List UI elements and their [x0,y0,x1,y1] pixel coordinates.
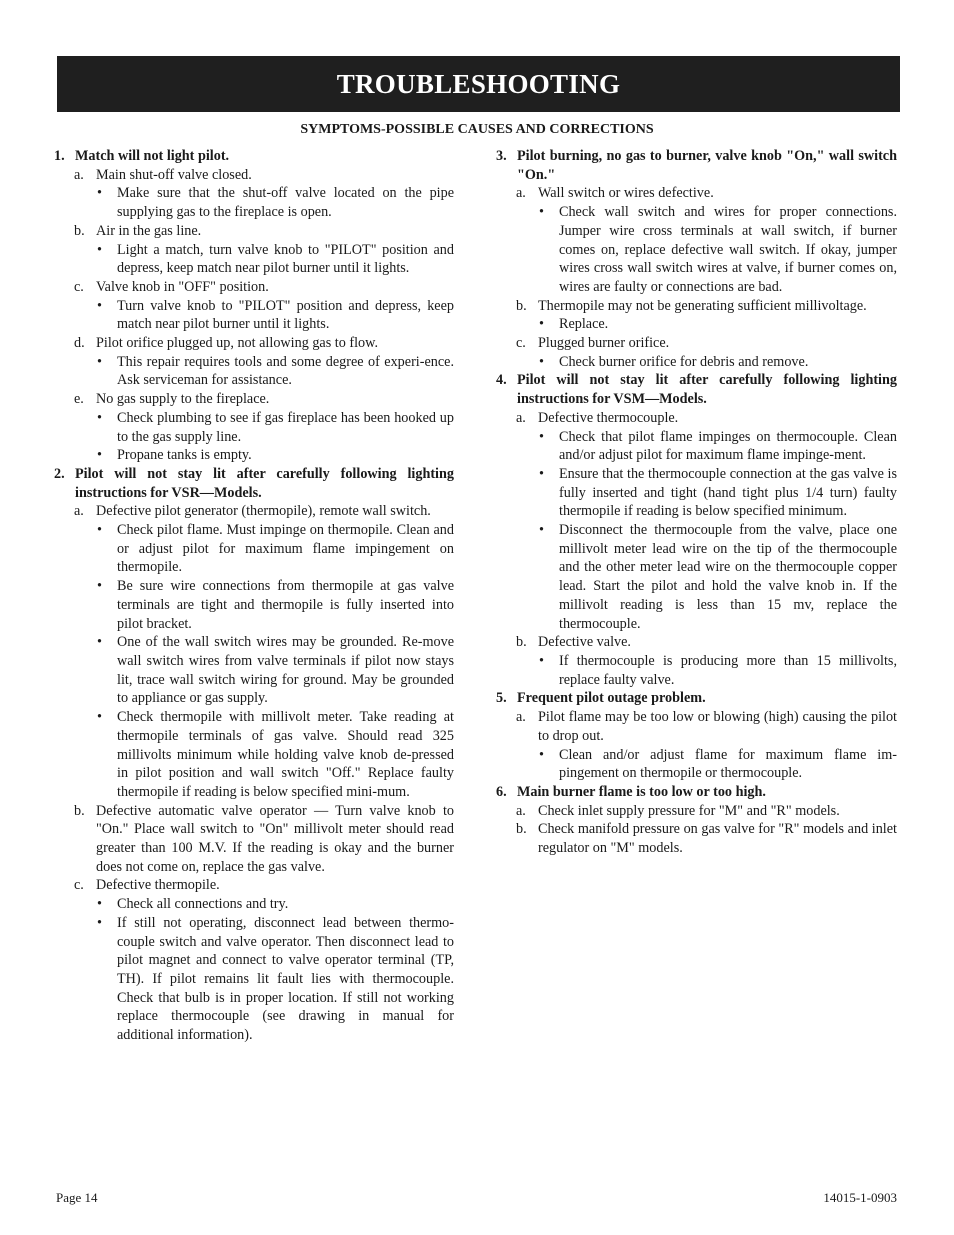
bullet-text: Check that pilot flame impinges on thermocouple. Clean and/or adjust pilot for maximum flame impinge-ment. [559,428,897,464]
item-letter: b. [74,802,85,819]
item-letter: d. [74,335,85,352]
bullet-dot-icon: • [539,465,544,482]
cause-item [496,820,897,857]
item-letter: a. [516,409,526,426]
correction-bullet [54,708,454,802]
correction-bullet [54,895,454,914]
item-letter: e. [74,391,84,408]
bullet-text: If still not operating, disconnect lead between thermo-couple switch and valve operator. Then disconnect lead to pilot magnet and connect to valve operator terminal (TP, TH). If pilot remains lit fault lies with thermocouple. Check that bulb is in proper location. If still not working replace thermocouple (see drawing in manual for additional information). [117,914,454,1044]
correction-bullet [496,746,897,783]
correction-bullet [54,353,454,390]
item-letter: a. [516,185,526,202]
bullet-text: Disconnect the thermocouple from the valve, place one millivolt meter lead wire on the tip of the thermocouple and the other meter lead wire on the thermocouple copper lead. Start the pilot and hold the valve knob in. If the millivolt reading is less than 15 mv, replace the thermocouple. [559,522,897,632]
item-text: Defective thermocouple. [538,409,679,426]
item-text: Plugged burner orifice. [538,335,670,352]
section-number: 4. [496,372,507,389]
bullet-text: One of the wall switch wires may be grounded. Re-move wall switch wires from valve terminals if pilot now stays lit, trace wall switch wiring for ground. May be grounded to appliance or gas supply. [117,634,454,707]
bullet-dot-icon: • [539,204,544,221]
cause-item [54,222,454,241]
section-title: Frequent pilot outage problem. [517,690,706,707]
bullet-text: Check thermopile with millivolt meter. Take reading at thermopile terminals of gas valve. Should read 325 millivolts minimum while holding valve knob de-pressed in pilot position and wall switch "Off." Replace faulty thermopile if reading is below specified mini-mum. [117,709,454,800]
cause-item [496,802,897,821]
item-text: Valve knob in "OFF" position. [96,278,269,295]
item-text: Defective pilot generator (thermopile), remote wall switch. [96,503,431,520]
cause-item [496,184,897,203]
correction-bullet [54,241,454,278]
bullet-dot-icon: • [97,896,102,913]
section-number: 3. [496,148,507,164]
bullet-text: Make sure that the shut-off valve located on the pipe supplying gas to the fireplace is open. [117,185,454,221]
correction-bullet [54,297,454,334]
section-heading [54,465,454,502]
section-heading [496,371,897,408]
bullet-dot-icon: • [97,241,102,258]
bullet-text: Check pilot flame. Must impinge on thermopile. Clean and or adjust pilot for maximum flame impingement on thermopile. [117,522,454,576]
bullet-dot-icon: • [97,447,102,464]
bullet-text: Check wall switch and wires for proper connections. Jumper wire cross terminals at wall switch, if burner comes on, replace defective wall switch. If okay, jumper wires cross wall switch wires at valve, if burner comes on, wires are faulty or connections are bad. [559,204,897,295]
correction-bullet [496,465,897,521]
title-banner [57,56,900,112]
bullet-dot-icon: • [539,522,544,539]
bullet-dot-icon: • [97,185,102,202]
bullet-text: Check plumbing to see if gas fireplace has been hooked up to the gas supply line. [117,409,454,445]
correction-bullet [54,409,454,446]
bullet-text: This repair requires tools and some degree of experi-ence. Ask serviceman for assistance. [117,353,454,389]
bullet-dot-icon: • [97,297,102,314]
cause-item [54,802,454,877]
correction-bullet [54,521,454,577]
right-column [496,147,897,858]
bullet-dot-icon: • [97,522,102,539]
item-letter: c. [74,278,84,295]
item-letter: b. [516,821,527,838]
bullet-text: Light a match, turn valve knob to "PILOT" position and depress, keep match near pilot burner until it lights. [117,241,454,277]
cause-item [54,390,454,409]
item-letter: c. [74,877,84,894]
item-text: Thermopile may not be generating sufficient millivoltage. [538,297,867,314]
page-number: Page 14 [56,1190,98,1205]
section-heading [496,689,897,708]
item-text: Check inlet supply pressure for "M" and "R" models. [538,802,840,819]
correction-bullet [54,633,454,708]
item-text: Pilot orifice plugged up, not allowing gas to flow. [96,335,379,352]
bullet-dot-icon: • [97,409,102,426]
section-title: Match will not light pilot. [75,148,230,164]
section-title: Pilot will not stay lit after carefully following lighting instructions for VSM—Models. [517,372,897,408]
section-title: Pilot will not stay lit after carefully following lighting instructions for VSR—Models. [75,465,454,501]
section-title: Pilot burning, no gas to burner, valve knob "On," wall switch "On." [517,148,897,183]
bullet-text: Ensure that the thermocouple connection at the gas valve is fully inserted and tight (hand tight plus 1/4 turn) faulty thermopile if reading is below specified minimum. [559,465,897,520]
item-letter: a. [74,503,84,520]
bullet-dot-icon: • [539,316,544,333]
correction-bullet [54,914,454,1045]
section-subtitle: SYMPTOMS-POSSIBLE CAUSES AND CORRECTIONS [300,122,654,137]
section-number: 5. [496,690,507,707]
item-text: Air in the gas line. [96,222,202,239]
item-text: No gas supply to the fireplace. [96,391,270,408]
correction-bullet [496,652,897,689]
bullet-dot-icon: • [97,709,102,726]
correction-bullet [496,203,897,297]
section-number: 1. [54,148,65,164]
item-letter: a. [74,166,84,183]
item-letter: a. [516,709,526,726]
bullet-text: Propane tanks is empty. [117,447,252,464]
item-text: Pilot flame may be too low or blowing (high) causing the pilot to drop out. [538,709,897,744]
bullet-text: If thermocouple is producing more than 15 millivolts, replace faulty valve. [559,652,897,688]
item-letter: b. [516,297,527,314]
item-text: Defective automatic valve operator — Turn valve knob to "On." Place wall switch to "On" millivolt meter should read greater than 100 M.V. If the reading is okay and the burner does not come on, replace the gas valve. [96,802,454,875]
section-heading [54,147,454,166]
section-number: 6. [496,783,507,800]
item-letter: c. [516,335,526,352]
cause-item [496,708,897,745]
cause-item [54,278,454,297]
bullet-dot-icon: • [539,428,544,445]
item-text: Defective valve. [538,634,631,651]
cause-item [54,166,454,185]
bullet-text: Be sure wire connections from thermopile at gas valve terminals are tight and thermopile is fully inserted into pilot bracket. [117,578,454,632]
bullet-text: Clean and/or adjust flame for maximum flame im-pingement on thermopile or thermocouple. [559,746,897,782]
item-letter: b. [516,634,527,651]
cause-item [496,297,897,316]
item-text: Main shut-off valve closed. [96,166,252,183]
document-number: 14015-1-0903 [823,1190,897,1205]
correction-bullet [496,428,897,465]
cause-item [496,334,897,353]
item-text: Wall switch or wires defective. [538,185,714,202]
cause-item [496,409,897,428]
correction-bullet [496,353,897,372]
correction-bullet [496,315,897,334]
correction-bullet [54,577,454,633]
cause-item [54,502,454,521]
item-text: Check manifold pressure on gas valve for "R" models and inlet regulator on "M" models. [538,821,897,857]
bullet-dot-icon: • [97,634,102,651]
section-heading [496,147,897,184]
bullet-text: Check all connections and try. [117,896,289,913]
correction-bullet [496,521,897,633]
bullet-dot-icon: • [97,914,102,931]
cause-item [54,334,454,353]
item-letter: b. [74,222,85,239]
cause-item [54,876,454,895]
section-title: Main burner flame is too low or too high. [517,783,766,800]
bullet-dot-icon: • [539,746,544,763]
left-column [54,147,454,1045]
item-letter: a. [516,802,526,819]
section-heading [496,783,897,802]
bullet-dot-icon: • [97,578,102,595]
section-number: 2. [54,465,65,482]
bullet-dot-icon: • [539,353,544,370]
bullet-text: Check burner orifice for debris and remove. [559,353,809,370]
bullet-dot-icon: • [97,353,102,370]
correction-bullet [54,184,454,221]
bullet-dot-icon: • [539,652,544,669]
cause-item [496,633,897,652]
page-title: TROUBLESHOOTING [336,68,621,99]
bullet-text: Turn valve knob to "PILOT" position and depress, keep match near pilot burner until it lights. [117,297,454,333]
bullet-text: Replace. [559,316,609,333]
correction-bullet [54,446,454,465]
item-text: Defective thermopile. [96,877,220,894]
